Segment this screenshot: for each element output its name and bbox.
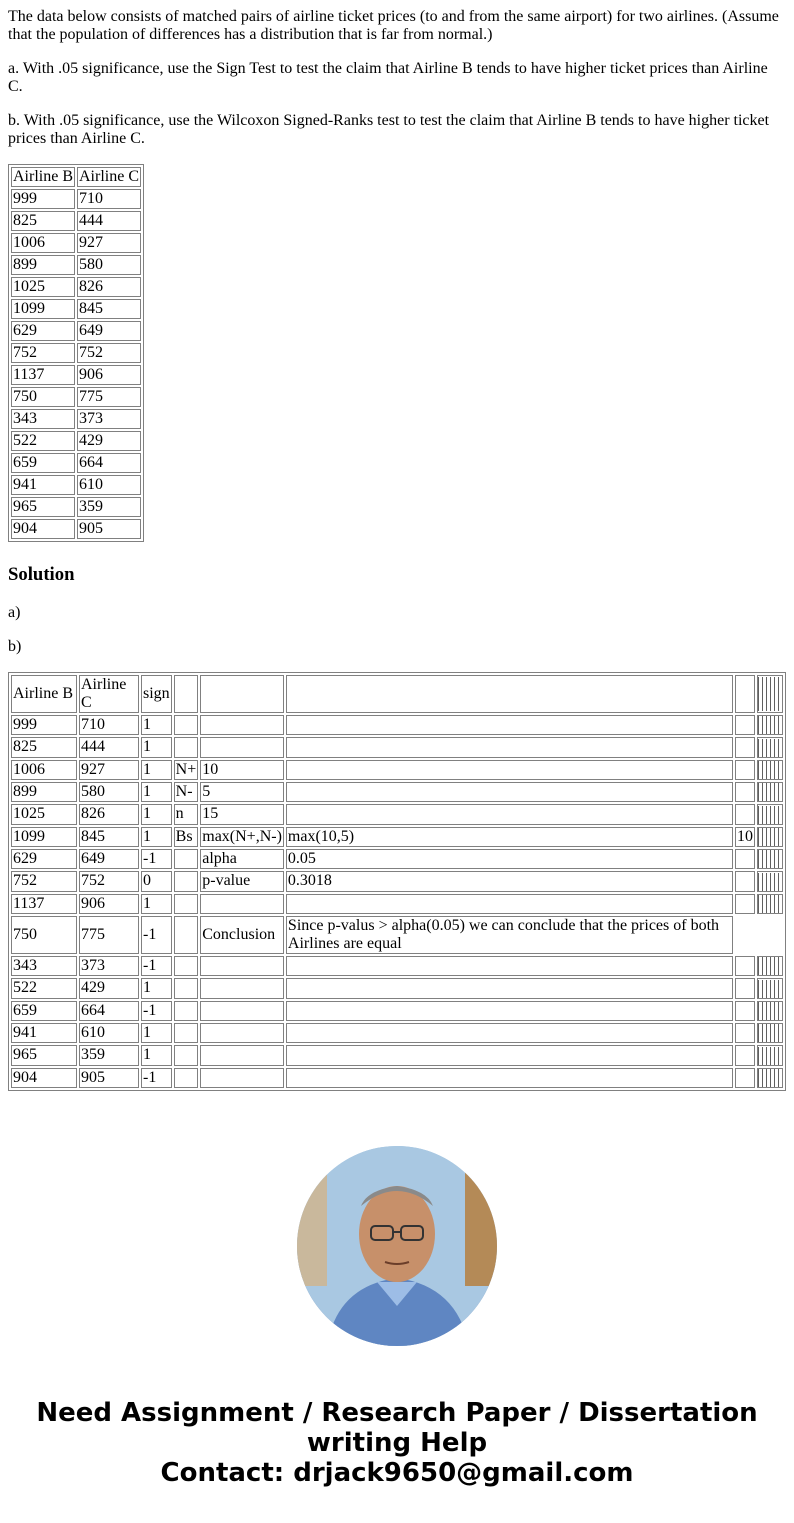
stat-value-cell xyxy=(286,1001,733,1021)
stat-value-cell xyxy=(286,737,733,757)
stat-value-cell: 0.3018 xyxy=(286,871,733,891)
sign-cell: 1 xyxy=(141,1045,172,1065)
stat-result-cell xyxy=(735,760,755,780)
filler-cell xyxy=(757,1023,783,1043)
data-table-row xyxy=(11,497,141,517)
solution-table-row xyxy=(11,1045,783,1065)
sign-cell: 1 xyxy=(141,978,172,998)
filler-cell xyxy=(757,978,783,998)
stat-result-cell xyxy=(735,715,755,735)
airline-b-cell: 899 xyxy=(11,782,77,802)
stat-label-cell xyxy=(174,956,199,976)
promo-line-1: Need Assignment / Research Paper / Dissertation xyxy=(36,1397,758,1428)
solution-table-row xyxy=(11,760,783,780)
airline-c-cell: 444 xyxy=(77,211,141,231)
sign-cell: 1 xyxy=(141,782,172,802)
solution-table-row xyxy=(11,1023,783,1043)
promo-line-3: Contact: drjack9650@gmail.com xyxy=(160,1457,634,1488)
solution-table-header xyxy=(11,675,783,713)
promo-banner xyxy=(8,1398,786,1488)
data-table-row xyxy=(11,387,141,407)
airline-c-cell: 580 xyxy=(79,782,139,802)
portrait-image xyxy=(297,1146,497,1346)
airline-c-cell: 710 xyxy=(77,189,141,209)
airline-b-cell: 904 xyxy=(11,1068,77,1088)
airline-b-cell: 1099 xyxy=(11,827,77,847)
airline-c-cell: 649 xyxy=(79,849,139,869)
stat-name-cell: max(N+,N-) xyxy=(200,827,284,847)
stat-name-cell xyxy=(200,715,284,735)
sign-cell: -1 xyxy=(141,916,172,954)
stat-name-cell: 10 xyxy=(200,760,284,780)
airline-c-cell: 775 xyxy=(79,916,139,954)
filler-cell xyxy=(757,715,783,735)
airline-b-cell: 522 xyxy=(11,431,75,451)
sign-cell: 0 xyxy=(141,871,172,891)
stat-label-cell xyxy=(174,849,199,869)
airline-b-cell: 522 xyxy=(11,978,77,998)
airline-c-cell: 826 xyxy=(77,277,141,297)
stat-value-cell xyxy=(286,894,733,914)
stat-name-cell xyxy=(200,1001,284,1021)
solution-table-row xyxy=(11,737,783,757)
stat-result-cell xyxy=(735,737,755,757)
airline-c-cell: 664 xyxy=(77,453,141,473)
stat-name-cell: p-value xyxy=(200,871,284,891)
airline-b-cell: 899 xyxy=(11,255,75,275)
sign-cell: -1 xyxy=(141,849,172,869)
filler-cell xyxy=(757,1045,783,1065)
airline-b-cell: 629 xyxy=(11,849,77,869)
solution-table-row xyxy=(11,894,783,914)
data-table-row xyxy=(11,365,141,385)
filler-cell xyxy=(757,675,783,713)
stat-label-cell xyxy=(174,1001,199,1021)
sign-cell: 1 xyxy=(141,1023,172,1043)
airline-b-cell: 750 xyxy=(11,916,77,954)
stat-value-cell xyxy=(286,782,733,802)
sign-cell: -1 xyxy=(141,956,172,976)
stat-value-cell xyxy=(286,978,733,998)
stat-value-cell xyxy=(286,1068,733,1088)
stat-name-cell: Conclusion xyxy=(200,916,284,954)
airline-b-cell: 659 xyxy=(11,453,75,473)
stat-name-cell xyxy=(200,956,284,976)
airline-c-cell: 710 xyxy=(79,715,139,735)
airline-c-cell: 927 xyxy=(77,233,141,253)
airline-b-cell: 1099 xyxy=(11,299,75,319)
airline-b-cell: 1025 xyxy=(11,277,75,297)
stat-result-cell xyxy=(735,804,755,824)
sign-cell: 1 xyxy=(141,715,172,735)
solution-table-row xyxy=(11,956,783,976)
stat-result-cell xyxy=(735,782,755,802)
data-table xyxy=(8,164,144,542)
airline-b-cell: 1137 xyxy=(11,894,77,914)
stat-name-cell xyxy=(200,978,284,998)
airline-c-cell: 359 xyxy=(79,1045,139,1065)
airline-b-cell: 941 xyxy=(11,475,75,495)
data-table-row xyxy=(11,233,141,253)
sign-cell: 1 xyxy=(141,737,172,757)
stat-result-cell xyxy=(735,1023,755,1043)
empty-cell xyxy=(286,675,733,713)
data-table-row xyxy=(11,189,141,209)
data-table-row xyxy=(11,277,141,297)
stat-label-cell: N+ xyxy=(174,760,199,780)
airline-b-cell: 752 xyxy=(11,343,75,363)
data-table-row xyxy=(11,475,141,495)
airline-b-cell: 629 xyxy=(11,321,75,341)
author-photo-wrap xyxy=(8,1146,786,1354)
solution-table-row xyxy=(11,849,783,869)
airline-c-cell: 429 xyxy=(77,431,141,451)
airline-b-cell: 999 xyxy=(11,715,77,735)
header-cell: Airline C xyxy=(79,168,139,185)
stat-label-cell xyxy=(174,1023,199,1043)
stat-label-cell xyxy=(174,715,199,735)
data-table-row xyxy=(11,343,141,363)
airline-b-cell: 1137 xyxy=(11,365,75,385)
solution-part-a: a) xyxy=(8,604,21,621)
filler-cell xyxy=(757,871,783,891)
stat-name-cell: 15 xyxy=(200,804,284,824)
stat-result-cell xyxy=(735,894,755,914)
solution-table-row xyxy=(11,804,783,824)
data-table-row xyxy=(11,211,141,231)
airline-c-cell: 752 xyxy=(79,871,139,891)
airline-b-cell: 1006 xyxy=(11,760,77,780)
stat-name-cell xyxy=(200,1023,284,1043)
sign-cell: 1 xyxy=(141,894,172,914)
stat-result-cell xyxy=(735,978,755,998)
filler-cell xyxy=(757,1001,783,1021)
stat-label-cell xyxy=(174,1068,199,1088)
airline-b-cell: 659 xyxy=(11,1001,77,1021)
solution-table-row xyxy=(11,715,783,735)
solution-part-b: b) xyxy=(8,638,22,655)
data-table-row xyxy=(11,431,141,451)
intro-text: The data below consists of matched pairs of airline ticket prices (to and from the same airport) for two airlines. (Assume that the population of differences has a distribution that is far from normal.) xyxy=(8,8,779,43)
airline-c-cell: 905 xyxy=(79,1068,139,1088)
stat-label-cell: n xyxy=(174,804,199,824)
header-cell: Airline B xyxy=(13,168,73,185)
data-table-row xyxy=(11,299,141,319)
stat-result-cell xyxy=(735,1068,755,1088)
filler-cell xyxy=(757,827,783,847)
sign-cell: 1 xyxy=(141,827,172,847)
data-table-header xyxy=(11,167,141,187)
data-table-row xyxy=(11,321,141,341)
stat-label-cell xyxy=(174,916,199,954)
airline-b-cell: 941 xyxy=(11,1023,77,1043)
stat-label-cell: N- xyxy=(174,782,199,802)
sign-cell: 1 xyxy=(141,760,172,780)
airline-c-cell: 927 xyxy=(79,760,139,780)
airline-b-cell: 825 xyxy=(11,211,75,231)
stat-result-cell xyxy=(735,871,755,891)
stat-name-cell xyxy=(200,737,284,757)
stat-value-cell xyxy=(286,760,733,780)
stat-result-cell xyxy=(735,956,755,976)
data-table-row xyxy=(11,409,141,429)
airline-c-cell: 845 xyxy=(79,827,139,847)
header-cell: Airline C xyxy=(79,675,139,713)
stat-label-cell xyxy=(174,871,199,891)
airline-b-cell: 965 xyxy=(11,1045,77,1065)
empty-cell xyxy=(735,675,755,713)
airline-c-cell: 359 xyxy=(77,497,141,517)
airline-c-cell: 826 xyxy=(79,804,139,824)
stat-name-cell xyxy=(200,894,284,914)
airline-c-cell: 905 xyxy=(77,519,141,539)
stat-label-cell xyxy=(174,894,199,914)
empty-cell xyxy=(735,916,783,954)
header-cell: Airline B xyxy=(11,675,77,713)
filler-cell xyxy=(757,737,783,757)
airline-b-cell: 1006 xyxy=(11,233,75,253)
stat-value-cell xyxy=(286,715,733,735)
airline-c-cell: 845 xyxy=(77,299,141,319)
filler-cell xyxy=(757,1068,783,1088)
filler-cell xyxy=(757,760,783,780)
stat-value-cell xyxy=(286,1045,733,1065)
airline-c-cell: 373 xyxy=(79,956,139,976)
airline-b-cell: 343 xyxy=(11,409,75,429)
airline-c-cell: 610 xyxy=(77,475,141,495)
stat-value-cell: 0.05 xyxy=(286,849,733,869)
stat-label-cell xyxy=(174,1045,199,1065)
filler-cell xyxy=(757,849,783,869)
filler-cell xyxy=(757,894,783,914)
solution-table-row xyxy=(11,827,783,847)
stat-value-cell xyxy=(286,956,733,976)
solution-table-row xyxy=(11,1001,783,1021)
author-photo xyxy=(297,1146,497,1346)
solution-table-row xyxy=(11,978,783,998)
airline-c-cell: 610 xyxy=(79,1023,139,1043)
header-cell: sign xyxy=(141,675,172,713)
stat-value-cell: max(10,5) xyxy=(286,827,733,847)
stat-value-cell xyxy=(286,1023,733,1043)
airline-b-cell: 1025 xyxy=(11,804,77,824)
empty-cell xyxy=(200,675,284,713)
part-a-question: a. With .05 significance, use the Sign Test to test the claim that Airline B tends to have higher ticket prices than Airline C. xyxy=(8,60,768,95)
airline-b-cell: 825 xyxy=(11,737,77,757)
stat-value-cell xyxy=(286,804,733,824)
filler-cell xyxy=(757,804,783,824)
airline-b-cell: 750 xyxy=(11,387,75,407)
stat-label-cell xyxy=(174,737,199,757)
stat-value-cell: Since p-valus > alpha(0.05) we can conclude that the prices of both Airlines are equal xyxy=(286,916,733,954)
airline-c-cell: 775 xyxy=(77,387,141,407)
airline-b-cell: 752 xyxy=(11,871,77,891)
empty-cell xyxy=(174,675,199,713)
airline-b-cell: 343 xyxy=(11,956,77,976)
sign-cell: -1 xyxy=(141,1068,172,1088)
part-b-question: b. With .05 significance, use the Wilcoxon Signed-Ranks test to test the claim that Airline B tends to have higher ticket prices than Airline C. xyxy=(8,112,770,147)
airline-c-cell: 580 xyxy=(77,255,141,275)
airline-c-cell: 752 xyxy=(77,343,141,363)
filler-cell xyxy=(757,956,783,976)
solution-table-row xyxy=(11,1068,783,1088)
solution-table-row xyxy=(11,916,783,954)
stat-result-cell: 10 xyxy=(735,827,755,847)
filler-cell xyxy=(757,782,783,802)
stat-name-cell: alpha xyxy=(200,849,284,869)
solution-table-row xyxy=(11,782,783,802)
promo-line-2: writing Help xyxy=(306,1427,488,1458)
solution-table xyxy=(8,672,786,1091)
sign-cell: 1 xyxy=(141,804,172,824)
stat-name-cell xyxy=(200,1045,284,1065)
solution-table-row xyxy=(11,871,783,891)
stat-label-cell: Bs xyxy=(174,827,199,847)
stat-result-cell xyxy=(735,1045,755,1065)
data-table-row xyxy=(11,255,141,275)
stat-label-cell xyxy=(174,978,199,998)
stat-result-cell xyxy=(735,849,755,869)
airline-c-cell: 649 xyxy=(77,321,141,341)
airline-b-cell: 904 xyxy=(11,519,75,539)
airline-b-cell: 999 xyxy=(11,189,75,209)
airline-c-cell: 906 xyxy=(77,365,141,385)
airline-b-cell: 965 xyxy=(11,497,75,517)
stat-result-cell xyxy=(735,1001,755,1021)
data-table-row xyxy=(11,453,141,473)
airline-c-cell: 906 xyxy=(79,894,139,914)
sign-cell: -1 xyxy=(141,1001,172,1021)
solution-heading: Solution xyxy=(8,564,75,585)
airline-c-cell: 444 xyxy=(79,737,139,757)
airline-c-cell: 373 xyxy=(77,409,141,429)
airline-c-cell: 664 xyxy=(79,1001,139,1021)
data-table-row xyxy=(11,519,141,539)
stat-name-cell xyxy=(200,1068,284,1088)
stat-name-cell: 5 xyxy=(200,782,284,802)
airline-c-cell: 429 xyxy=(79,978,139,998)
